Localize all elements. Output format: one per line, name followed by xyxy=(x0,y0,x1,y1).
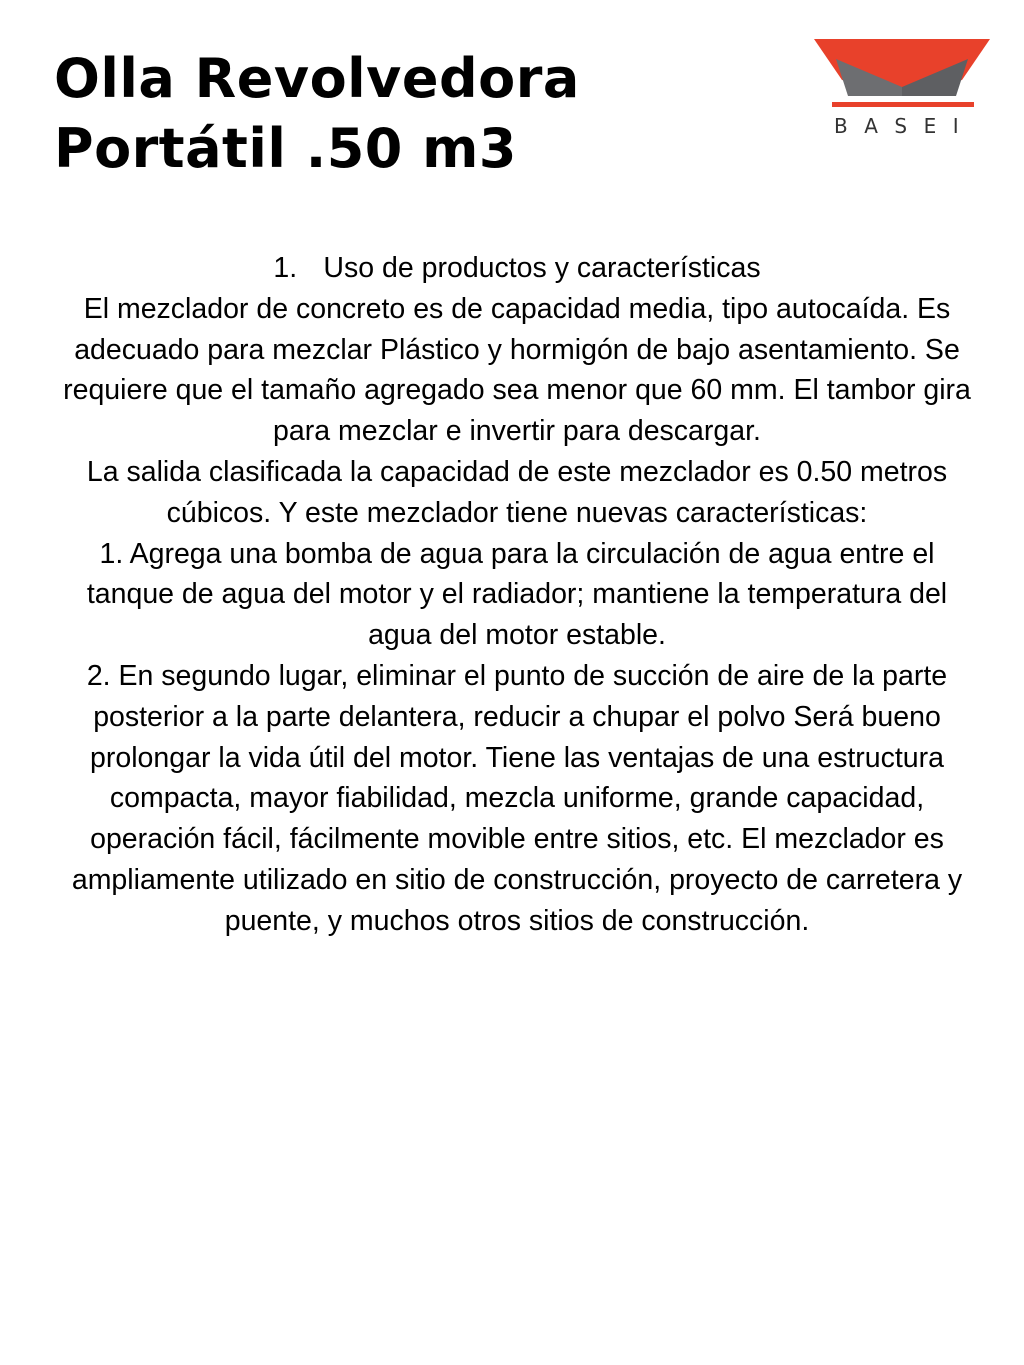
logo-text: BASEI xyxy=(834,114,976,138)
slide-title xyxy=(54,44,580,184)
section-heading xyxy=(60,248,974,289)
logo-red-bar xyxy=(832,102,974,107)
feature-1-paragraph: 1. Agrega una bomba de agua para la circulación de agua entre el tanque de agua del motor y el radiador; mantiene la temperatura del agua del motor estable. xyxy=(86,537,948,652)
section-number: 1. xyxy=(273,252,298,284)
description-paragraph: El mezclador de concreto es de capacidad media, tipo autocaída. Es adecuado para mezclar Plástico y hormigón de bajo asentamiento. Se requiere que el tamaño agregado sea menor que 60 mm. El tambor gira para mezclar e invertir para descargar. xyxy=(63,292,971,448)
feature-2-paragraph: 2. En segundo lugar, eliminar el punto de succión de aire de la parte posterior a la parte delantera, reducir a chupar el polvo Será bueno prolongar la vida útil del motor. Tiene las ventajas de una estructura compacta, mayor fiabilidad, mezcla uniforme, grande capacidad, operación fácil, fácilmente movible entre sitios, etc. El mezclador es ampliamente utilizado en sitio de construcción, proyecto de carretera y puente, y muchos otros sitios de construcción. xyxy=(71,659,963,937)
slide-content xyxy=(60,248,974,942)
slide-title-line-1: Olla Revolvedora xyxy=(54,47,580,110)
slide-title-line-2: Portátil .50 m3 xyxy=(54,117,517,180)
capacity-paragraph: La salida clasificada la capacidad de este mezclador es 0.50 metros cúbicos. Y este mezclador tiene nuevas características: xyxy=(86,455,948,529)
section-heading-text: Uso de productos y características xyxy=(323,252,761,284)
basei-logo-mark-icon xyxy=(812,36,992,110)
basei-logo xyxy=(812,36,992,146)
